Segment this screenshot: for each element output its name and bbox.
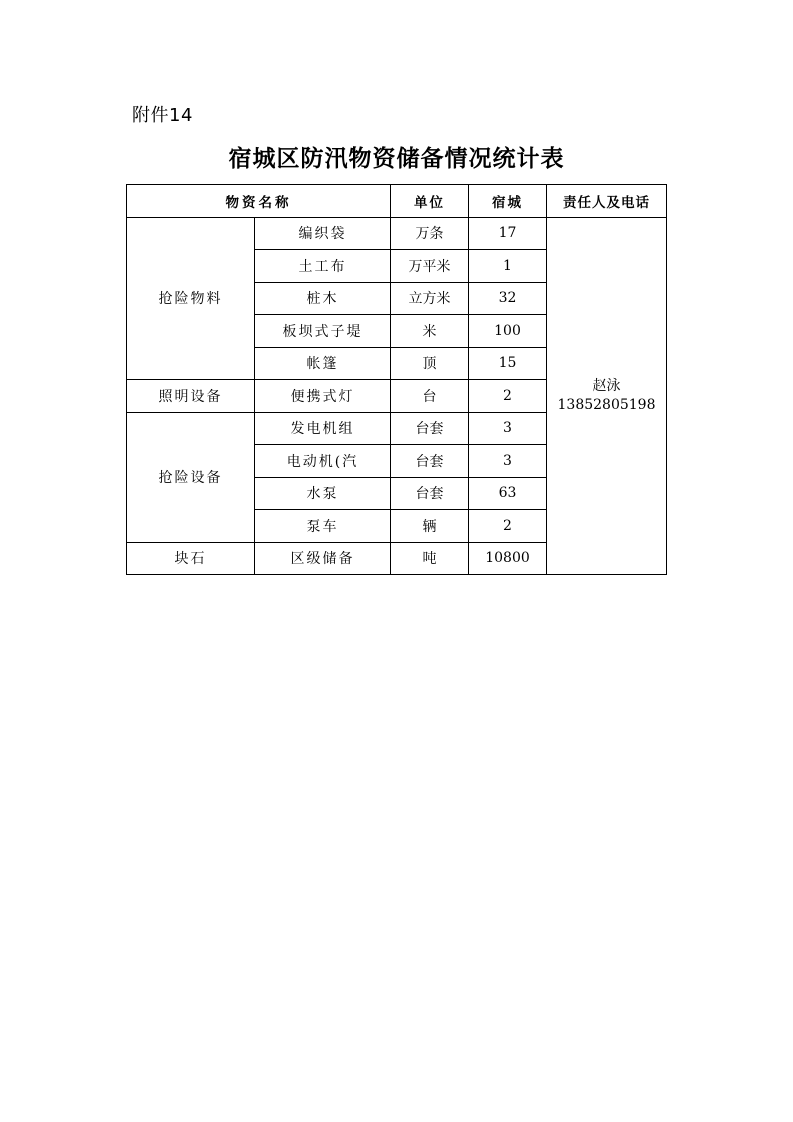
item-value: 100 (469, 315, 547, 348)
item-value: 17 (469, 217, 547, 250)
item-value: 2 (469, 510, 547, 543)
contact-person: 赵泳 (592, 377, 621, 394)
item-name: 水泵 (255, 477, 391, 510)
item-unit: 台套 (391, 412, 469, 445)
item-unit: 米 (391, 315, 469, 348)
item-name: 编织袋 (255, 217, 391, 250)
header-name: 物资名称 (127, 185, 391, 218)
category-stone: 块石 (127, 542, 255, 575)
contact-phone: 13852805198 (557, 396, 656, 413)
item-name: 发电机组 (255, 412, 391, 445)
item-name: 泵车 (255, 510, 391, 543)
header-suqian: 宿城 (469, 185, 547, 218)
stats-table (126, 184, 667, 575)
item-unit: 吨 (391, 542, 469, 575)
item-name: 土工布 (255, 250, 391, 283)
item-unit: 顶 (391, 347, 469, 380)
item-name: 电动机(汽 (255, 445, 391, 478)
attachment-label: 附件14 (132, 105, 193, 126)
item-value: 3 (469, 445, 547, 478)
item-unit: 立方米 (391, 282, 469, 315)
category-lighting: 照明设备 (127, 380, 255, 413)
item-unit: 台套 (391, 477, 469, 510)
category-rescue-equipment: 抢险设备 (127, 412, 255, 542)
item-value: 32 (469, 282, 547, 315)
item-name: 桩木 (255, 282, 391, 315)
item-unit: 辆 (391, 510, 469, 543)
item-name: 帐篷 (255, 347, 391, 380)
item-name: 板坝式子堤 (255, 315, 391, 348)
item-unit: 万平米 (391, 250, 469, 283)
header-contact: 责任人及电话 (547, 185, 667, 218)
item-value: 2 (469, 380, 547, 413)
item-unit: 台 (391, 380, 469, 413)
item-unit: 台套 (391, 445, 469, 478)
item-value: 15 (469, 347, 547, 380)
page-title: 宿城区防汛物资储备情况统计表 (228, 145, 565, 172)
category-rescue-materials: 抢险物料 (127, 217, 255, 380)
header-unit: 单位 (391, 185, 469, 218)
contact-cell (547, 217, 667, 575)
item-unit: 万条 (391, 217, 469, 250)
table-row (127, 217, 667, 250)
item-value: 63 (469, 477, 547, 510)
header-row (127, 185, 667, 218)
item-name: 便携式灯 (255, 380, 391, 413)
item-value: 10800 (469, 542, 547, 575)
item-name: 区级储备 (255, 542, 391, 575)
item-value: 3 (469, 412, 547, 445)
item-value: 1 (469, 250, 547, 283)
